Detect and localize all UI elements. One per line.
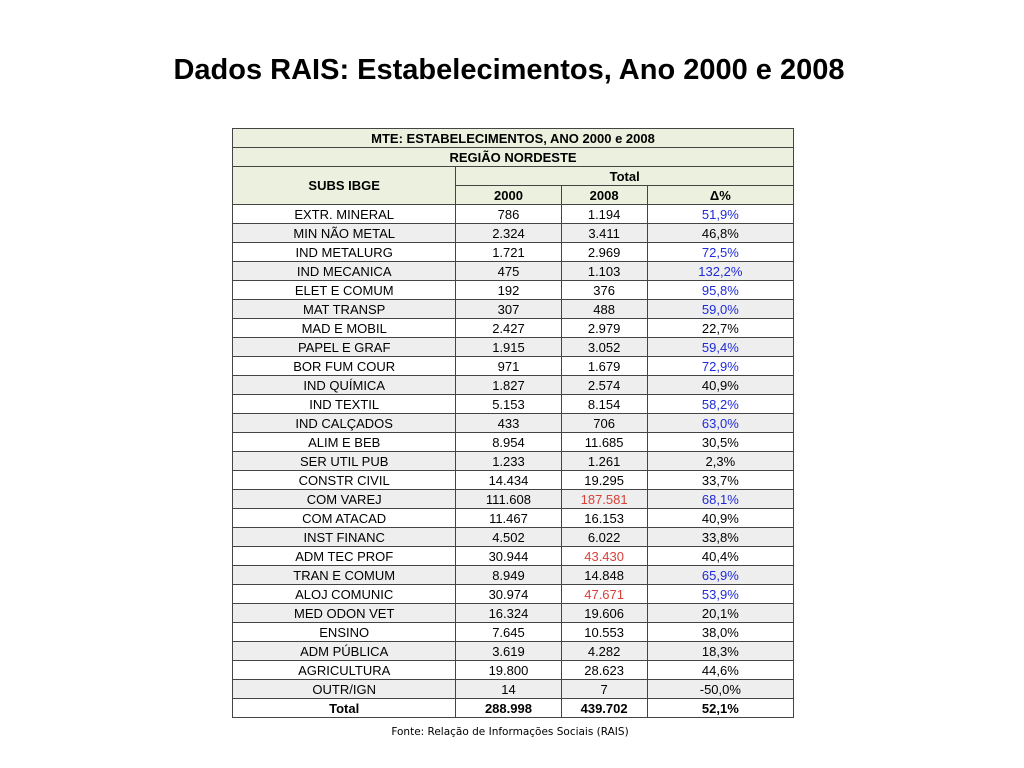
row-2008-cell: 14.848 xyxy=(561,566,647,585)
row-name-cell: TRAN E COMUM xyxy=(233,566,456,585)
table-row xyxy=(233,490,794,509)
row-2000-cell: 475 xyxy=(456,262,561,281)
row-delta-cell: 33,7% xyxy=(647,471,793,490)
row-name-cell: OUTR/IGN xyxy=(233,680,456,699)
row-2000-cell: 30.974 xyxy=(456,585,561,604)
row-name-cell: IND TEXTIL xyxy=(233,395,456,414)
row-2008-cell: 19.295 xyxy=(561,471,647,490)
row-2000-cell: 1.915 xyxy=(456,338,561,357)
slide-title: Dados RAIS: Estabelecimentos, Ano 2000 e 2008 xyxy=(173,54,845,86)
source-note: Fonte: Relação de Informações Sociais (RAIS) xyxy=(391,726,629,738)
row-delta-cell: 40,4% xyxy=(647,547,793,566)
row-2008-cell: 3.052 xyxy=(561,338,647,357)
row-2000-cell: 433 xyxy=(456,414,561,433)
row-2008-cell: 187.581 xyxy=(561,490,647,509)
row-delta-cell: 58,2% xyxy=(647,395,793,414)
table-row xyxy=(233,566,794,585)
row-name-cell: ALIM E BEB xyxy=(233,433,456,452)
row-2008-cell: 28.623 xyxy=(561,661,647,680)
row-name-cell: EXTR. MINERAL xyxy=(233,205,456,224)
table-row xyxy=(233,414,794,433)
row-2000-cell: 2.324 xyxy=(456,224,561,243)
row-name-cell: MAT TRANSP xyxy=(233,300,456,319)
table-row xyxy=(233,680,794,699)
col-delta-header: Δ% xyxy=(647,186,793,205)
table-row xyxy=(233,395,794,414)
row-2008-cell: 1.679 xyxy=(561,357,647,376)
table-row xyxy=(233,262,794,281)
row-2000-cell: 5.153 xyxy=(456,395,561,414)
row-delta-cell: 132,2% xyxy=(647,262,793,281)
row-2000-cell: 16.324 xyxy=(456,604,561,623)
row-2000-cell: 7.645 xyxy=(456,623,561,642)
row-2000-cell: 2.427 xyxy=(456,319,561,338)
table-row xyxy=(233,471,794,490)
row-2000-cell: 111.608 xyxy=(456,490,561,509)
row-name-cell: INST FINANC xyxy=(233,528,456,547)
table-row xyxy=(233,433,794,452)
row-delta-cell: 46,8% xyxy=(647,224,793,243)
col-2008-header: 2008 xyxy=(561,186,647,205)
row-delta-cell: 38,0% xyxy=(647,623,793,642)
total-2000: 288.998 xyxy=(456,699,561,718)
row-2008-cell: 10.553 xyxy=(561,623,647,642)
row-2008-cell: 6.022 xyxy=(561,528,647,547)
table-row xyxy=(233,585,794,604)
row-name-cell: ELET E COMUM xyxy=(233,281,456,300)
row-delta-cell: 30,5% xyxy=(647,433,793,452)
row-2000-cell: 11.467 xyxy=(456,509,561,528)
row-name-cell: IND QUÍMICA xyxy=(233,376,456,395)
col-2000-header: 2000 xyxy=(456,186,561,205)
row-delta-cell: 40,9% xyxy=(647,376,793,395)
row-2000-cell: 1.827 xyxy=(456,376,561,395)
row-delta-cell: 72,9% xyxy=(647,357,793,376)
row-2000-cell: 19.800 xyxy=(456,661,561,680)
row-name-cell: SER UTIL PUB xyxy=(233,452,456,471)
subs-ibge-header: SUBS IBGE xyxy=(233,167,456,205)
table-row xyxy=(233,547,794,566)
row-name-cell: IND METALURG xyxy=(233,243,456,262)
table-row xyxy=(233,224,794,243)
total-row xyxy=(233,699,794,718)
row-2008-cell: 488 xyxy=(561,300,647,319)
row-name-cell: IND MECANICA xyxy=(233,262,456,281)
table-row xyxy=(233,376,794,395)
row-name-cell: ADM TEC PROF xyxy=(233,547,456,566)
row-name-cell: ENSINO xyxy=(233,623,456,642)
row-2000-cell: 14.434 xyxy=(456,471,561,490)
row-delta-cell: 53,9% xyxy=(647,585,793,604)
table-row xyxy=(233,452,794,471)
row-2008-cell: 376 xyxy=(561,281,647,300)
row-2008-cell: 16.153 xyxy=(561,509,647,528)
row-2000-cell: 971 xyxy=(456,357,561,376)
row-name-cell: CONSTR CIVIL xyxy=(233,471,456,490)
row-delta-cell: 59,0% xyxy=(647,300,793,319)
row-2008-cell: 19.606 xyxy=(561,604,647,623)
row-2008-cell: 1.194 xyxy=(561,205,647,224)
row-2008-cell: 706 xyxy=(561,414,647,433)
row-2000-cell: 8.949 xyxy=(456,566,561,585)
total-2008: 439.702 xyxy=(561,699,647,718)
row-2008-cell: 43.430 xyxy=(561,547,647,566)
row-delta-cell: 33,8% xyxy=(647,528,793,547)
row-delta-cell: 20,1% xyxy=(647,604,793,623)
table-row xyxy=(233,509,794,528)
row-2008-cell: 2.969 xyxy=(561,243,647,262)
row-2008-cell: 8.154 xyxy=(561,395,647,414)
table-row xyxy=(233,661,794,680)
row-delta-cell: 65,9% xyxy=(647,566,793,585)
total-delta: 52,1% xyxy=(647,699,793,718)
row-delta-cell: 18,3% xyxy=(647,642,793,661)
row-2000-cell: 1.721 xyxy=(456,243,561,262)
row-2008-cell: 47.671 xyxy=(561,585,647,604)
table-row xyxy=(233,357,794,376)
row-delta-cell: -50,0% xyxy=(647,680,793,699)
table-row xyxy=(233,300,794,319)
row-name-cell: ADM PÚBLICA xyxy=(233,642,456,661)
table-row xyxy=(233,604,794,623)
table-row xyxy=(233,623,794,642)
row-2008-cell: 7 xyxy=(561,680,647,699)
table-row xyxy=(233,642,794,661)
row-delta-cell: 95,8% xyxy=(647,281,793,300)
row-2008-cell: 3.411 xyxy=(561,224,647,243)
table-row xyxy=(233,319,794,338)
row-2000-cell: 786 xyxy=(456,205,561,224)
row-delta-cell: 22,7% xyxy=(647,319,793,338)
row-2000-cell: 30.944 xyxy=(456,547,561,566)
total-group-header: Total xyxy=(456,167,794,186)
table-header xyxy=(233,129,794,205)
row-delta-cell: 68,1% xyxy=(647,490,793,509)
row-2008-cell: 1.103 xyxy=(561,262,647,281)
row-2000-cell: 3.619 xyxy=(456,642,561,661)
row-name-cell: COM VAREJ xyxy=(233,490,456,509)
table-main-header: MTE: ESTABELECIMENTOS, ANO 2000 e 2008 xyxy=(233,129,794,148)
table-row xyxy=(233,281,794,300)
table-row xyxy=(233,243,794,262)
row-name-cell: ALOJ COMUNIC xyxy=(233,585,456,604)
row-delta-cell: 59,4% xyxy=(647,338,793,357)
row-name-cell: PAPEL E GRAF xyxy=(233,338,456,357)
row-name-cell: MIN NÃO METAL xyxy=(233,224,456,243)
row-delta-cell: 63,0% xyxy=(647,414,793,433)
row-2000-cell: 14 xyxy=(456,680,561,699)
row-2008-cell: 1.261 xyxy=(561,452,647,471)
row-delta-cell: 2,3% xyxy=(647,452,793,471)
row-2000-cell: 192 xyxy=(456,281,561,300)
row-2000-cell: 4.502 xyxy=(456,528,561,547)
row-delta-cell: 44,6% xyxy=(647,661,793,680)
row-name-cell: AGRICULTURA xyxy=(233,661,456,680)
establishments-table xyxy=(232,128,794,718)
row-name-cell: COM ATACAD xyxy=(233,509,456,528)
table-row xyxy=(233,528,794,547)
row-2008-cell: 2.574 xyxy=(561,376,647,395)
row-name-cell: MED ODON VET xyxy=(233,604,456,623)
row-name-cell: IND CALÇADOS xyxy=(233,414,456,433)
table-row xyxy=(233,205,794,224)
table-body xyxy=(233,205,794,699)
row-2008-cell: 11.685 xyxy=(561,433,647,452)
row-2000-cell: 307 xyxy=(456,300,561,319)
row-name-cell: MAD E MOBIL xyxy=(233,319,456,338)
row-2008-cell: 2.979 xyxy=(561,319,647,338)
row-delta-cell: 51,9% xyxy=(647,205,793,224)
row-2000-cell: 8.954 xyxy=(456,433,561,452)
row-delta-cell: 72,5% xyxy=(647,243,793,262)
total-label: Total xyxy=(233,699,456,718)
table-row xyxy=(233,338,794,357)
row-delta-cell: 40,9% xyxy=(647,509,793,528)
row-2008-cell: 4.282 xyxy=(561,642,647,661)
row-2000-cell: 1.233 xyxy=(456,452,561,471)
row-name-cell: BOR FUM COUR xyxy=(233,357,456,376)
table-region-header: REGIÃO NORDESTE xyxy=(233,148,794,167)
